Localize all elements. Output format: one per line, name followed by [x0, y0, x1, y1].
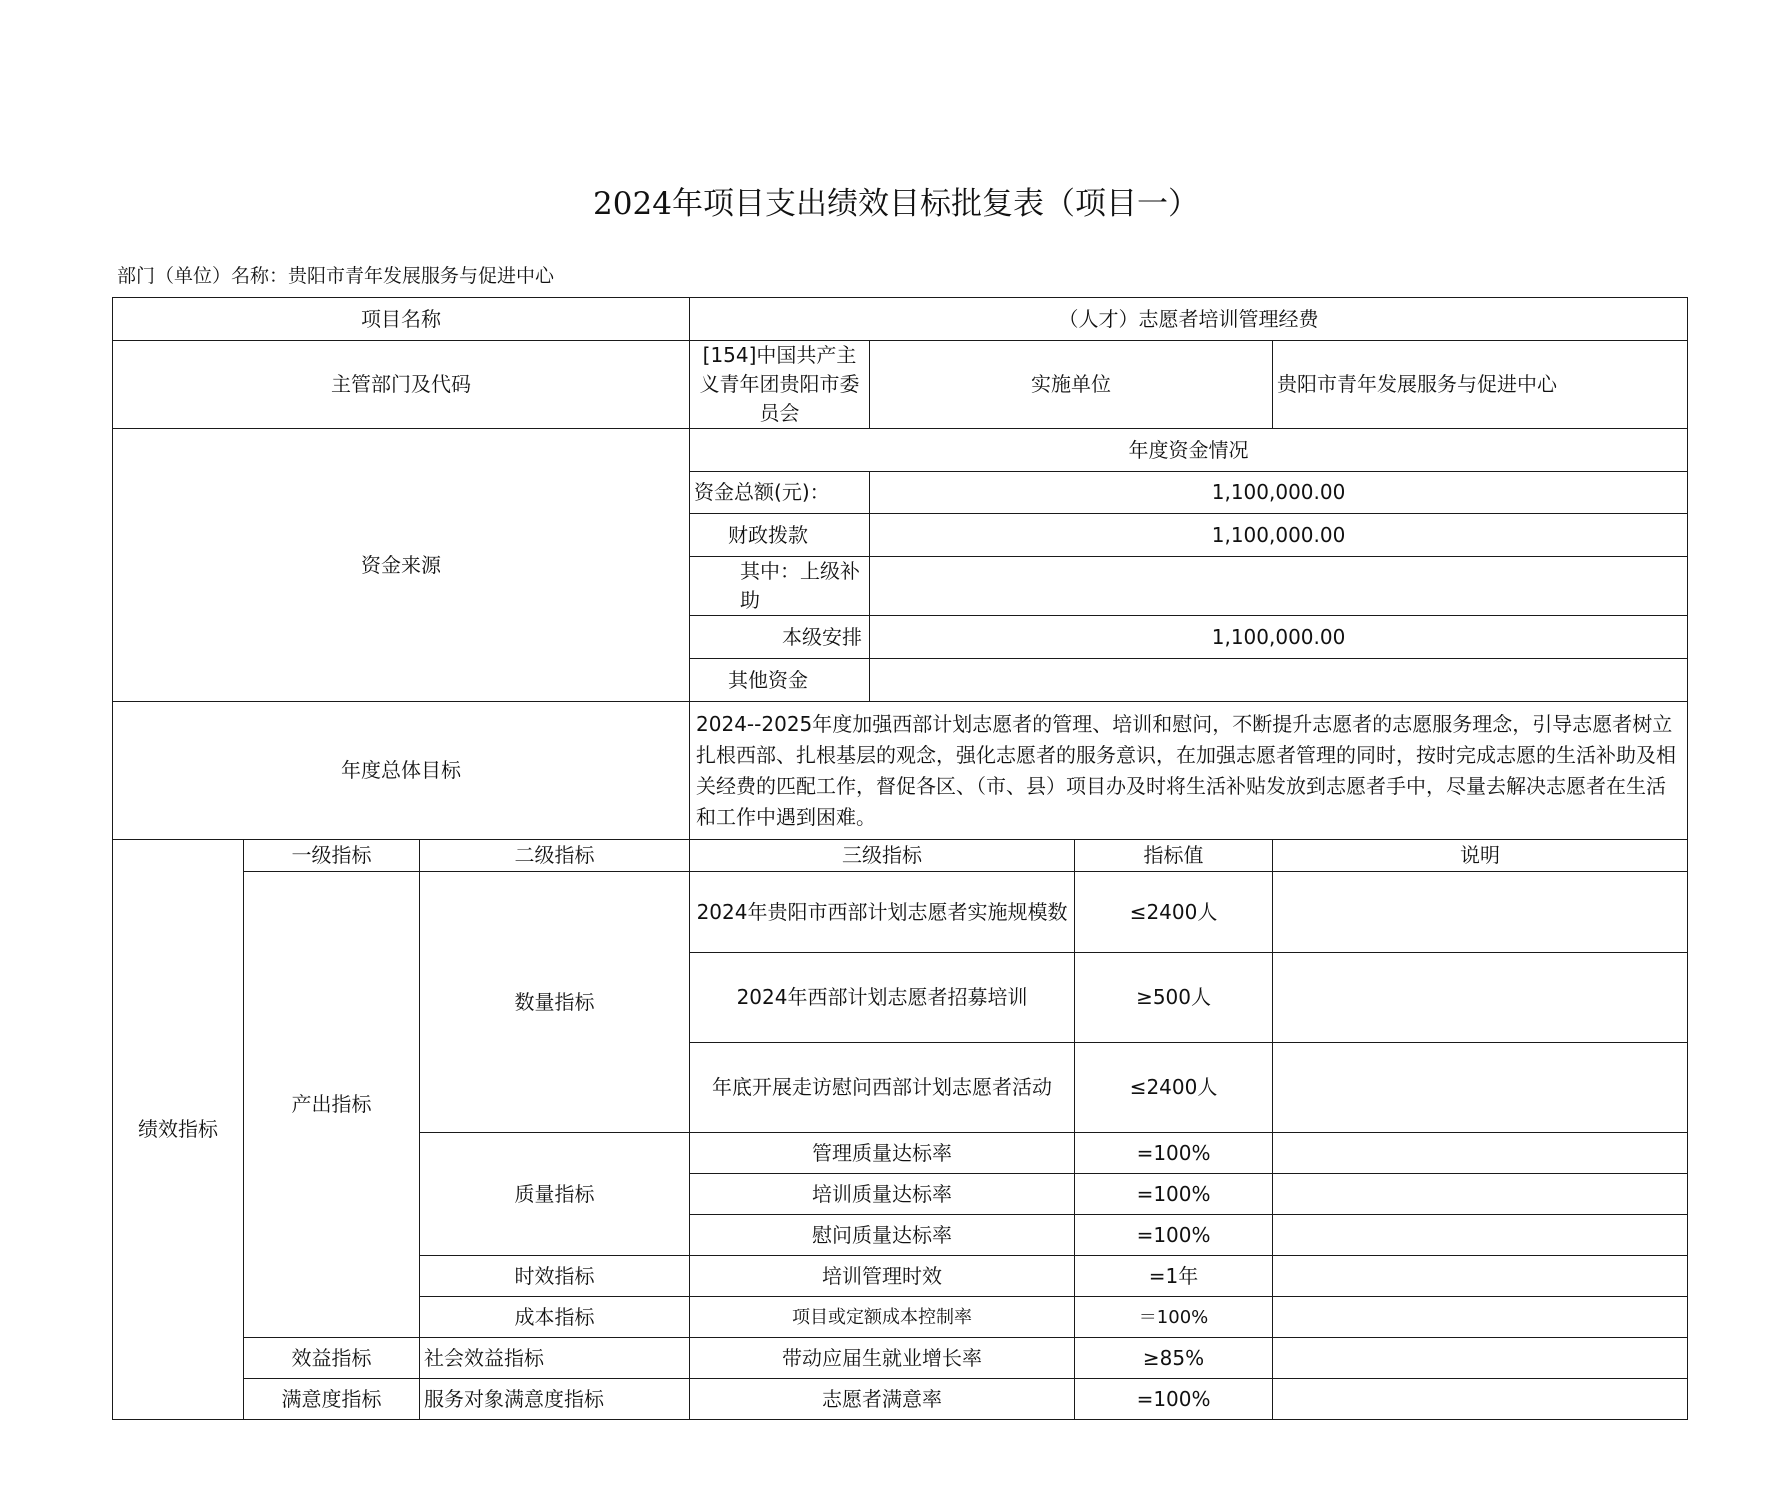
indicator-value: ≥500人: [1075, 953, 1273, 1043]
funds-header-row: [113, 429, 1688, 472]
level2-quality: 质量指标: [420, 1133, 690, 1256]
level3-cell: 项目或定额成本控制率: [690, 1297, 1075, 1338]
indicator-note: [1273, 1215, 1688, 1256]
dept-label: 主管部门及代码: [113, 341, 690, 429]
indicator-note: [1273, 1256, 1688, 1297]
indicator-header-row: [113, 840, 1688, 872]
project-name-value: （人才）志愿者培训管理经费: [690, 298, 1688, 341]
header-level2: 二级指标: [420, 840, 690, 872]
indicator-note: [1273, 1133, 1688, 1174]
indicator-note: [1273, 953, 1688, 1043]
funds-label: 其他资金: [690, 659, 870, 702]
indicator-value: =1年: [1075, 1256, 1273, 1297]
level3-cell: 培训管理时效: [690, 1256, 1075, 1297]
goal-text: 2024--2025年度加强西部计划志愿者的管理、培训和慰问，不断提升志愿者的志愿服务理念，引导志愿者树立扎根西部、扎根基层的观念，强化志愿者的服务意识，在加强志愿者管理的同时，按时完成志愿的生活补助及相关经费的匹配工作，督促各区、（市、县）项目办及时将生活补贴发放到志愿者手中，尽量去解决志愿者在生活和工作中遇到困难。: [690, 702, 1688, 840]
indicator-value: ≤2400人: [1075, 872, 1273, 953]
indicator-value: =100%: [1075, 1174, 1273, 1215]
indicator-note: [1273, 1379, 1688, 1420]
header-level1: 一级指标: [244, 840, 420, 872]
funds-value: [870, 557, 1688, 616]
level1-benefit: 效益指标: [244, 1338, 420, 1379]
indicator-value: =100%: [1075, 1133, 1273, 1174]
indicator-note: [1273, 1338, 1688, 1379]
funds-value: [870, 659, 1688, 702]
indicator-note: [1273, 1043, 1688, 1133]
funds-label: 其中：上级补助: [690, 557, 870, 616]
level2-quantity: 数量指标: [420, 872, 690, 1133]
funds-value: 1,100,000.00: [870, 514, 1688, 557]
indicator-value: ＝100%: [1075, 1297, 1273, 1338]
indicator-row: [113, 1379, 1688, 1420]
indicator-value: =100%: [1075, 1215, 1273, 1256]
level1-output: 产出指标: [244, 872, 420, 1338]
indicator-value: ≥85%: [1075, 1338, 1273, 1379]
funds-label: 本级安排: [690, 616, 870, 659]
level3-cell: 带动应届生就业增长率: [690, 1338, 1075, 1379]
goal-row: [113, 702, 1688, 840]
project-name-label: 项目名称: [113, 298, 690, 341]
level3-cell: 管理质量达标率: [690, 1133, 1075, 1174]
level1-satisfaction: 满意度指标: [244, 1379, 420, 1420]
level3-cell: 慰问质量达标率: [690, 1215, 1075, 1256]
impl-label: 实施单位: [870, 341, 1273, 429]
indicator-note: [1273, 1297, 1688, 1338]
level2-social: 社会效益指标: [420, 1338, 690, 1379]
level3-cell: 志愿者满意率: [690, 1379, 1075, 1420]
funds-label: 资金总额(元)：: [690, 472, 870, 514]
header-value: 指标值: [1075, 840, 1273, 872]
page-title: 2024年项目支出绩效目标批复表（项目一）: [593, 186, 1199, 222]
funds-label: 财政拨款: [690, 514, 870, 557]
indicator-value: ≤2400人: [1075, 1043, 1273, 1133]
indicator-row: [113, 1338, 1688, 1379]
approval-table: [112, 297, 1688, 1420]
level3-cell: 2024年贵阳市西部计划志愿者实施规模数: [690, 872, 1075, 953]
indicator-note: [1273, 1174, 1688, 1215]
goal-label: 年度总体目标: [113, 702, 690, 840]
level3-cell: 2024年西部计划志愿者招募培训: [690, 953, 1075, 1043]
funds-value: 1,100,000.00: [870, 472, 1688, 514]
level2-service: 服务对象满意度指标: [420, 1379, 690, 1420]
header-level3: 三级指标: [690, 840, 1075, 872]
dept-row: [113, 341, 1688, 429]
dept-value: [154]中国共产主义青年团贵阳市委员会: [690, 341, 870, 429]
level2-cost: 成本指标: [420, 1297, 690, 1338]
department-name: 部门（单位）名称：贵阳市青年发展服务与促进中心: [117, 265, 555, 287]
indicator-note: [1273, 872, 1688, 953]
level2-timeliness: 时效指标: [420, 1256, 690, 1297]
indicator-row: [113, 872, 1688, 953]
performance-label: 绩效指标: [113, 840, 244, 1420]
impl-value: 贵阳市青年发展服务与促进中心: [1273, 341, 1688, 429]
level3-cell: 培训质量达标率: [690, 1174, 1075, 1215]
project-name-row: [113, 298, 1688, 341]
level3-cell: 年底开展走访慰问西部计划志愿者活动: [690, 1043, 1075, 1133]
indicator-value: =100%: [1075, 1379, 1273, 1420]
funds-value: 1,100,000.00: [870, 616, 1688, 659]
funds-source-label: 资金来源: [113, 429, 690, 702]
header-note: 说明: [1273, 840, 1688, 872]
funds-header: 年度资金情况: [690, 429, 1688, 472]
